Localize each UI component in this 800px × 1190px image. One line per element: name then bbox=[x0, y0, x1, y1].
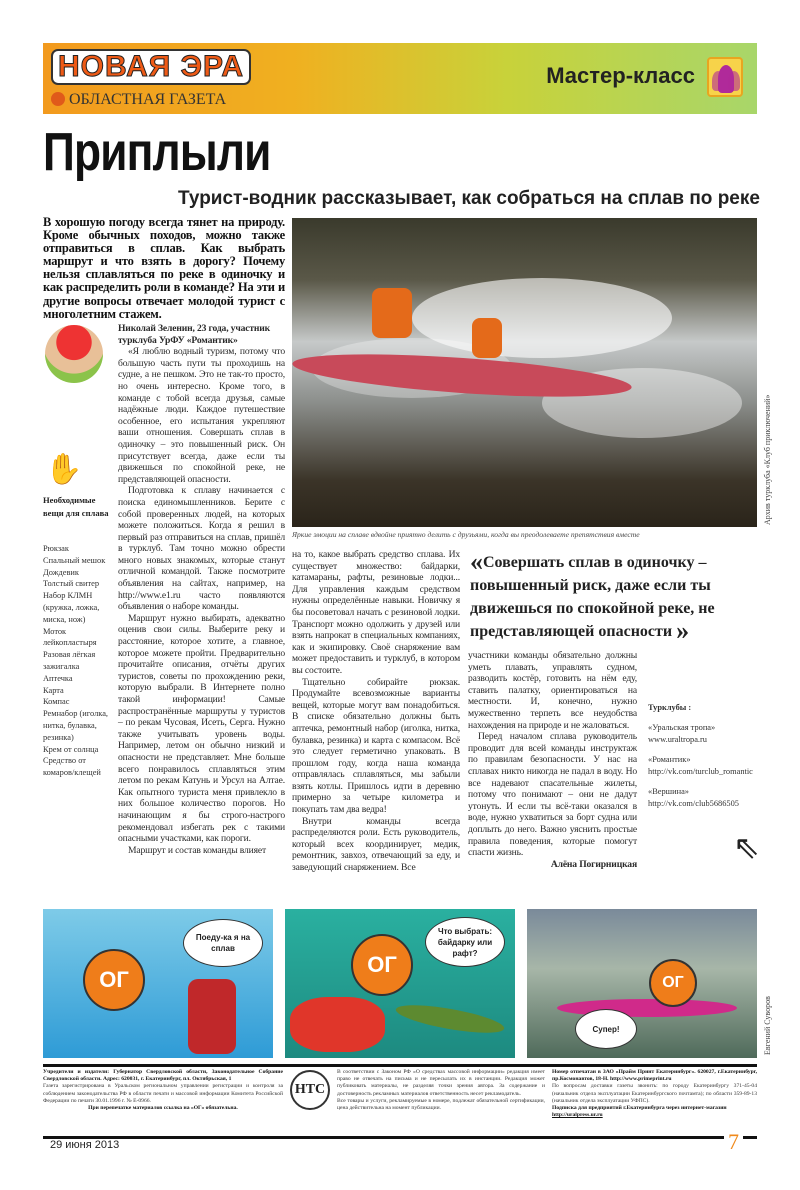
article-column-3 bbox=[468, 650, 637, 870]
footer-rule bbox=[43, 1064, 757, 1067]
list-item: Набор КЛМН (кружка, ложка, миска, нож) bbox=[43, 591, 100, 624]
subscription-link[interactable]: http://uralpress.ur.ru bbox=[552, 1112, 603, 1119]
paragraph: Внутри команды всегда распределяются роли. Есть руководитель, который всех координирует, медик, ремонтник, завхоз, отвечающий за еду, и заведующий снаряжением. Все bbox=[292, 815, 460, 874]
mascot: ОГ bbox=[351, 934, 413, 996]
article-column-1 bbox=[118, 323, 285, 856]
founders: Учредители и издатели: Губернатор Свердловской области, Законодательное Собрание Свердловской области. Адрес: 620031, г. Екатеринбург, пл. Октябрьская, 1 bbox=[43, 1069, 283, 1083]
list-item: Компас bbox=[43, 697, 70, 707]
club-name: «Уральская тропа» bbox=[648, 723, 716, 732]
club-item bbox=[648, 722, 760, 746]
checklist bbox=[43, 543, 113, 779]
list-item: Средство от комаров/клещей bbox=[43, 756, 101, 778]
article-author: Алёна Погирницкая bbox=[550, 858, 637, 870]
list-item: Спальный мешок bbox=[43, 555, 106, 565]
interviewee-name: Николай Зеленин, 23 года, участник турклуба УрФУ «Романтик» bbox=[118, 323, 271, 346]
certification-notice: Все товары и услуги, рекламируемые в номере, подлежат обязательной сертификации, цена действительна на момент публикации. bbox=[337, 1097, 545, 1112]
comic-panel-3 bbox=[527, 909, 757, 1058]
speech-bubble: Что выбрать: байдарку или рафт? bbox=[425, 917, 505, 967]
club-name: «Вершина» bbox=[648, 787, 689, 796]
kayak-icon bbox=[394, 1000, 506, 1039]
footer-rule bbox=[43, 1136, 757, 1139]
printer-info: Номер отпечатан в ЗАО «Прайм Принт Екатеринбург». 620027, г.Екатеринбург, пр.Космонавтов, 18-Н. http://www.primeprint.ru bbox=[552, 1069, 757, 1083]
article-lead: В хорошую погоду всегда тянет на природу. Кроме обычных походов, можно также отправиться в сплав. Как выбрать маршрут и что взять в дорогу? Почему нельзя сплавляться по реке в одиночку и как распределить роли в команде? На эти и другие вопросы отвечает молодой турист с многолетним стажем. bbox=[43, 215, 285, 321]
paragraph: участники команды обязательно должны уметь плавать, управлять судном, разводить костёр, готовить на нём еду, ставить палатку, ориентироваться на местности. И, конечно, нужно мужественно терпеть все неудобства нахождения на природе и не жаловаться. bbox=[468, 650, 637, 731]
open-quote-icon: « bbox=[470, 547, 483, 576]
section-rubric: Мастер-класс bbox=[546, 63, 695, 88]
hand-icon: ✋ bbox=[45, 453, 83, 486]
speech-bubble: Поеду-ка я на сплав bbox=[183, 919, 263, 967]
paragraph: Подготовка к сплаву начинается с поиска единомышленников. Берите с собой проверенных людей, на которых можете положиться. Когда я решил в первый раз отправиться на сплав, пришёл в турклуб. Там точно можно обрести много новых знакомых, которые станут отличной командой. Также посмотрите объявления на сайтах, например, на http://www.e1.ru часто появляются объявления о наборе команды. bbox=[118, 485, 285, 613]
list-item: Дождевик bbox=[43, 567, 79, 577]
delivery-info: По вопросам доставки газеты звонить: по городу Екатеринбургу 371-45-04 (начальник отдела эксплуатации Екатеринбургского почтамта); по области 359-89-13 (начальник отдела эксплуатации УФПС). bbox=[552, 1083, 757, 1104]
club-item bbox=[648, 754, 760, 778]
registration: Газета зарегистрирована в Уральском региональном управлении регистрации и контроля за соблюдением законодательства РФ в области печати и массовой информации Комитета Российской Федерации по печати 30.01.1996 г. № Е-0966. bbox=[43, 1083, 283, 1104]
backpack-icon bbox=[188, 979, 236, 1054]
logo-subtitle bbox=[51, 91, 226, 109]
article-column-2 bbox=[292, 549, 460, 874]
club-name: «Романтик» bbox=[648, 755, 691, 764]
mascot: ОГ bbox=[649, 959, 697, 1007]
comic-panel-1 bbox=[43, 909, 273, 1058]
mascot: ОГ bbox=[83, 949, 145, 1011]
masthead-band bbox=[43, 43, 757, 114]
circulation-stamp: НТС bbox=[290, 1070, 330, 1110]
page-number: 7 bbox=[724, 1130, 743, 1154]
imprint-founders bbox=[43, 1069, 283, 1112]
list-item: Разовая лёгкая зажигалка bbox=[43, 650, 96, 671]
author-avatar bbox=[45, 325, 103, 383]
pull-quote-text: Совершать сплав в одиночку – повышенный риск, даже если ты движешься по спокойной реке, не представляющей опасности bbox=[470, 554, 715, 640]
close-quote-icon: » bbox=[676, 616, 690, 645]
list-item: Рюкзак bbox=[43, 544, 69, 553]
article-title: Приплыли bbox=[43, 122, 271, 182]
speech-bubble: Супер! bbox=[575, 1009, 637, 1049]
list-item: Крем от солнца bbox=[43, 744, 99, 754]
newspaper-logo[interactable]: НОВАЯ ЭРА bbox=[51, 49, 251, 85]
photo-caption: Яркие эмоции на сплаве вдвойне приятно делить с друзьями, когда вы преодолеваете препятствия вместе bbox=[292, 530, 640, 539]
club-item bbox=[648, 786, 760, 810]
list-item: Толстый свитер bbox=[43, 579, 100, 589]
club-link[interactable]: http://vk.com/club5686505 bbox=[648, 799, 739, 808]
checklist-title: Необходимые вещи для сплава bbox=[43, 495, 109, 518]
people-group-icon bbox=[707, 57, 743, 97]
paragraph: Маршрут и состав команды влияет bbox=[128, 844, 267, 856]
list-item: Аптечка bbox=[43, 673, 73, 683]
paragraph: «Я люблю водный туризм, потому что большую часть пути ты проходишь на судне, а не пешком. Это не так-то просто, но очень интересно. Кроме того, в команде с тобой всегда друзья, самые надёжные люди. Каждое путешествие особенное, его испытания укрепляют ваши отношения. Совершать сплав в одиночку – это повышенный риск. Он присутствует всегда, даже если ты движешься по спокойной реке, не представляющей опасности. bbox=[118, 346, 285, 485]
logo-subtitle-text: ОБЛАСТНАЯ ГАЗЕТА bbox=[69, 91, 227, 108]
pull-quote bbox=[470, 547, 760, 645]
comic-panel-2 bbox=[285, 909, 515, 1058]
paragraph: Маршрут нужно выбирать, адекватно оценив свои силы. Выберите реку и расстояние, которое хотите, а главное, которое можете пройти. Предварительно прочитайте описания, отчёты других туристов, советы по прохождению реки, которую выбрали. В Интернете полно такой информации! Самые распространённые маршруты у туристов – по рекам Чусовая, Исеть, Серга. Нужно также учитывать уровень воды. Например, летом он обычно низкий и опасности не представляет. Мне больше всего понравилось сплавляться этим летом по рекам Катунь и Урсул на Алтае. Как опытного туриста меня привлекло в них большое количество порогов. Но начинающим я бы строго-настрого рекомендовал избегать рек с такими опасными участками, как пороги. bbox=[118, 612, 285, 845]
club-link[interactable]: http://vk.com/turclub_romantic bbox=[648, 767, 753, 776]
tour-clubs-box bbox=[648, 702, 760, 818]
club-link[interactable]: www.uraltropa.ru bbox=[648, 735, 707, 744]
clubs-title: Турклубы : bbox=[648, 703, 692, 712]
photo-credit: Архив турклуба «Клуб приключений» bbox=[763, 394, 772, 525]
paragraph: Тщательно собирайте рюкзак. Продумайте всевозможные варианты вещей, которые могут вам понадобиться. В списке обязательно должны быть аптечка, ремонтный набор (иголка, нитка, булавка, резинка) и карта с компасом. Всё это следует герметично упаковать. В прошлом году, когда наша команда отправлялась сплавляться, мы забыли взять котлы. Пришлось идти в деревню примерно за четыре километра и покупать там два ведра! bbox=[292, 676, 460, 816]
reprint-notice: При перепечатке материалов ссылка на «ОГ» обязательна. bbox=[88, 1105, 238, 1112]
list-item: Моток лейкопластыря bbox=[43, 626, 97, 648]
subscription-info: Подписка для предприятий г.Екатеринбурга через интернет-магазин bbox=[552, 1105, 727, 1112]
coat-of-arms-icon bbox=[51, 92, 65, 106]
issue-date: 29 июня 2013 bbox=[50, 1139, 120, 1151]
legal-notice: В соответствии с Законом РФ «О средствах массовой информации» редакция имеет право не отвечать на письма и не пересылать их в инстанции. Редакция может публиковать материалы, не разделяя точки зрения автора. За содержание и достоверность рекламных материалов ответственность несет рекламодатель. bbox=[337, 1069, 545, 1097]
raft-icon bbox=[290, 997, 385, 1052]
paragraph: Перед началом сплава руководитель проводит для всей команды инструктаж по правилам безопасности. У нас на сплавах никто никогда не падал в воду. Но все надевают спасательные жилеты, потому что понимают – они не дадут утонуть. И если ты всё-таки оказался в воде, нужно ухватиться за борт судна или доплыть до него. Важно уяснить простые правила поведения, которые помогут спасти жизнь. bbox=[468, 731, 637, 859]
imprint-legal bbox=[337, 1069, 545, 1112]
mouse-cursor-icon: ⇖ bbox=[733, 829, 760, 865]
paragraph: на то, какое выбрать средство сплава. Их существует множество: байдарки, катамараны, рафты, резиновые лодки... Для управления каждым средством нужны определённые навыки. Новичку я бы посоветовал начать с резиновой лодки. Транспорт можно одолжить у друзей или взять напрокат в специальных компаниях, как и экипировку. Своё снаряжение вам может предоставить и турклуб, в котором вы состоите. bbox=[292, 549, 460, 676]
illustrator-credit: Евгений Суворов bbox=[763, 996, 772, 1055]
rafting-photo bbox=[292, 218, 757, 527]
imprint-printing bbox=[552, 1069, 757, 1119]
list-item: Карта bbox=[43, 685, 64, 695]
article-subtitle: Турист-водник рассказывает, как собраться на сплав по реке bbox=[178, 188, 760, 209]
list-item: Ремнабор (иголка, нитка, булавка, резинка) bbox=[43, 709, 108, 742]
